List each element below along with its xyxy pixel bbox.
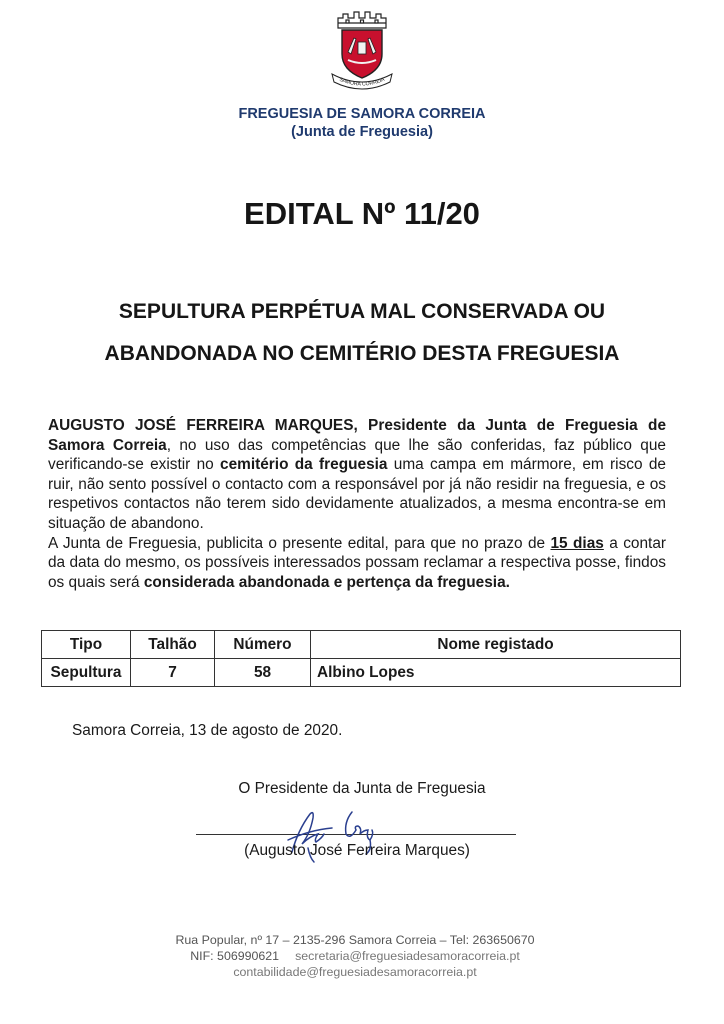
cell-tipo: Sepultura (42, 659, 131, 687)
grave-table (41, 630, 681, 687)
document-subtitle-line1: SEPULTURA PERPÉTUA MAL CONSERVADA OU (118, 300, 606, 323)
deadline-days: 15 dias (550, 534, 604, 552)
org-subtitle: (Junta de Freguesia) (291, 124, 433, 140)
org-name: FREGUESIA DE SAMORA CORREIA (238, 106, 486, 122)
footer-address: Rua Popular, nº 17 – 2135-296 Samora Correia – Tel: 263650670 (175, 933, 535, 947)
table-row (42, 659, 681, 687)
president-name: (Augusto José Ferreira Marques) (244, 842, 470, 859)
coat-of-arms-logo (326, 8, 398, 92)
footer-email-contabilidade[interactable]: contabilidade@freguesiadesamoracorreia.pt (233, 965, 477, 979)
footer-email-secretaria[interactable]: secretaria@freguesiadesamoracorreia.pt (295, 949, 520, 963)
p2-text-b: a contar da data do mesmo, os possíveis interessados possam reclamar a respectiva posse, findos os quais será (48, 534, 667, 591)
p2-text-a: A Junta de Freguesia, publicita o presente edital, para que no prazo de (48, 534, 551, 552)
cell-numero: 58 (215, 659, 311, 687)
table-header-row (42, 631, 681, 659)
col-header-tipo: Tipo (42, 631, 131, 659)
crest-ribbon-text: SAMORA CORREIA (338, 76, 386, 88)
paragraph-1 (48, 416, 666, 534)
p1-text-a: , no uso das competências que lhe são conferidas, faz público que verificando-se existir no (48, 436, 666, 474)
col-header-talhao: Talhão (131, 631, 215, 659)
footer-nif-row (0, 948, 710, 964)
president-intro: AUGUSTO JOSÉ FERREIRA MARQUES, Presidente da Junta de Freguesia de Samora Correia (48, 417, 666, 454)
footer-nif: NIF: 506990621 (190, 949, 280, 963)
cemetery-emphasis: cemitério da freguesia (220, 456, 388, 474)
p1-text-b: uma campa em mármore, em risco de ruir, não sento possível o contacto com a responsável por já não residir na freguesia, e os respetivos contactos não terem sido devidamente atualizados, a mesma encontra-se em situação de abandono. (48, 456, 666, 532)
edict-body (48, 416, 666, 592)
president-title: O Presidente da Junta de Freguesia (238, 780, 486, 797)
place-date: Samora Correia, 13 de agosto de 2020. (72, 722, 343, 739)
cell-talhao: 7 (131, 659, 215, 687)
footer (0, 932, 710, 980)
col-header-nome: Nome registado (311, 631, 681, 659)
paragraph-2 (48, 534, 666, 593)
document-subtitle-line2: ABANDONADA NO CEMITÉRIO DESTA FREGUESIA (104, 342, 620, 365)
abandonment-emphasis: considerada abandonada e pertença da freguesia. (143, 573, 510, 591)
cell-nome: Albino Lopes (311, 659, 681, 687)
col-header-numero: Número (215, 631, 311, 659)
document-title: EDITAL Nº 11/20 (244, 196, 480, 231)
